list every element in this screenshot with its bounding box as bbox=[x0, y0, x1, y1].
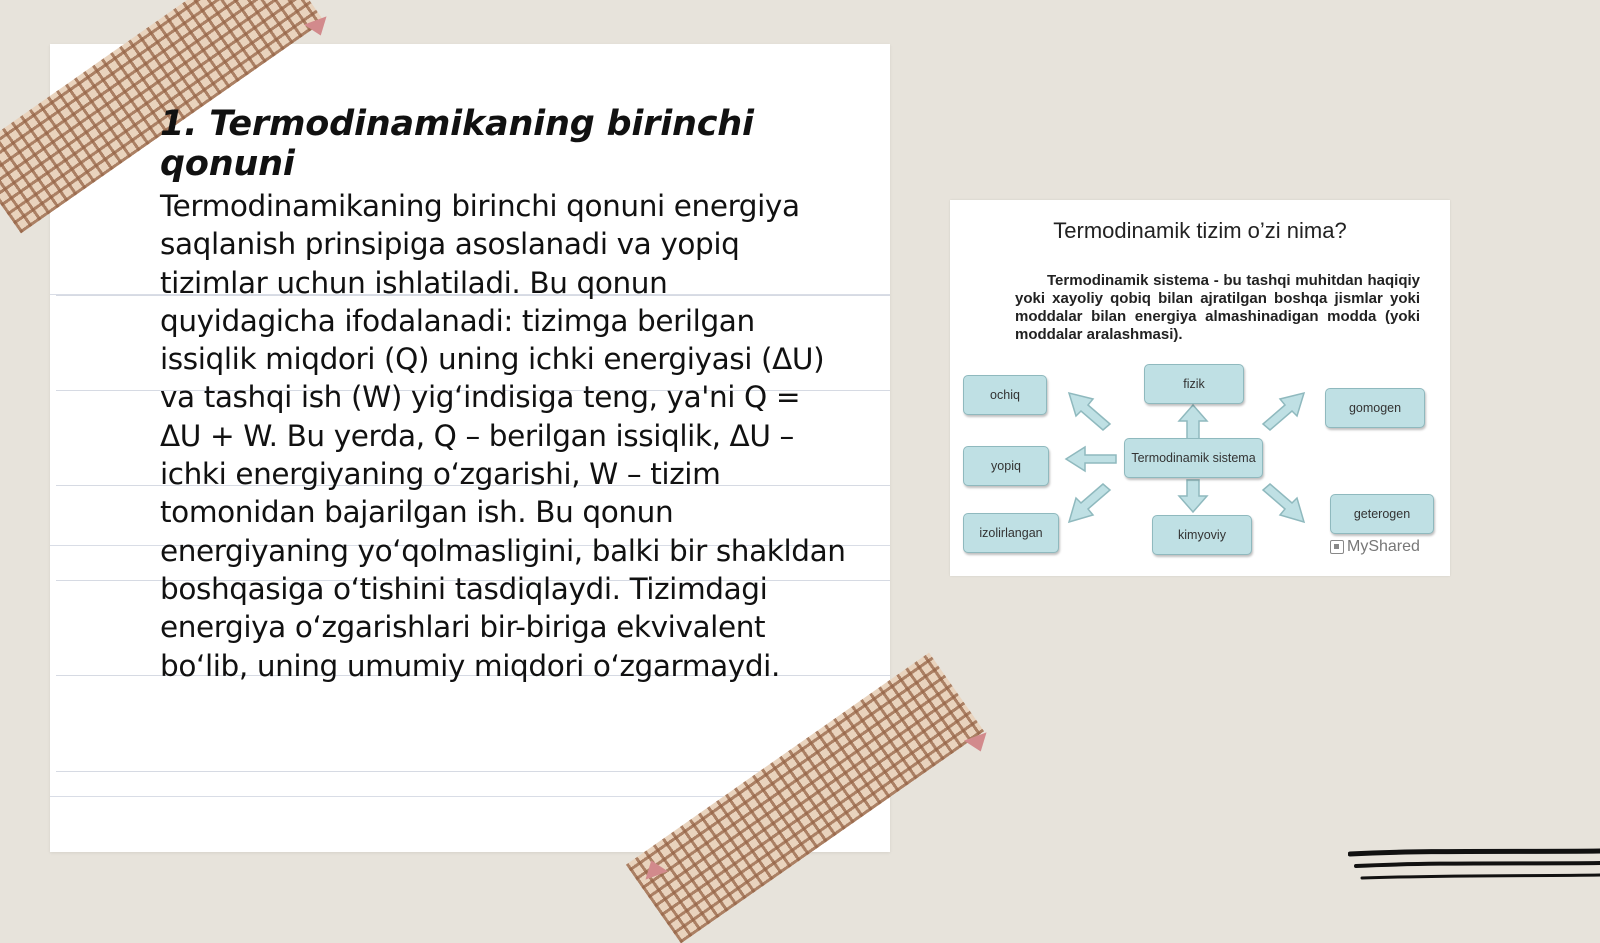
node-geterogen: geterogen bbox=[1330, 494, 1434, 534]
decorative-brush-strokes bbox=[1348, 848, 1600, 888]
myshared-logo-icon bbox=[1330, 540, 1344, 554]
watermark bbox=[1330, 538, 1420, 556]
node-gomogen: gomogen bbox=[1325, 388, 1425, 428]
node-yopiq: yopiq bbox=[963, 446, 1049, 486]
node-fizik: fizik bbox=[1144, 364, 1244, 404]
diagram-image bbox=[950, 200, 1450, 576]
slide-body-text: Termodinamikaning birinchi qonuni energiya saqlanish prinsipiga asoslanadi va yopiq tizimlar uchun ishlatiladi. Bu qonun quyidagicha ifodalanadi: tizimga berilgan issiqlik miqdori (Q) uning ichki energiyasi (ΔU) va tashqi ish (W) yig‘indisiga teng, ya'ni Q = ΔU + W. Bu yerda, Q – berilgan issiqlik, ΔU – ichki energiyaning o‘zgarishi, W – tizim tomonidan bajarilgan ish. Bu qonun energiyaning yo‘qolmasligini, balki bir shakldan boshqasiga o‘tishini tasdiqlaydi. Tizimdagi energiya o‘zgarishlari bir-biriga ekvivalent bo‘lib, uning umumiy miqdori o‘zgarmaydi. bbox=[160, 189, 846, 683]
node-izolirlangan: izolirlangan bbox=[963, 513, 1059, 553]
watermark-text: MyShared bbox=[1347, 538, 1420, 555]
node-ochiq: ochiq bbox=[963, 375, 1047, 415]
node-kimyoviy: kimyoviy bbox=[1152, 515, 1252, 555]
diagram-title: Termodinamik tizim o’zi nima? bbox=[1053, 218, 1347, 243]
node-center: Termodinamik sistema bbox=[1124, 438, 1263, 478]
slide-title: 1. Termodinamikaning birinchi qonuni bbox=[160, 104, 754, 184]
diagram-definition: Termodinamik sistema - bu tashqi muhitdan haqiqiy yoki xayoliy qobiq bilan ajratilgan boshqa jismlar yoki moddalar bilan energiya almashinadigan modda (yoki moddalar aralashmasi). bbox=[1015, 272, 1420, 343]
